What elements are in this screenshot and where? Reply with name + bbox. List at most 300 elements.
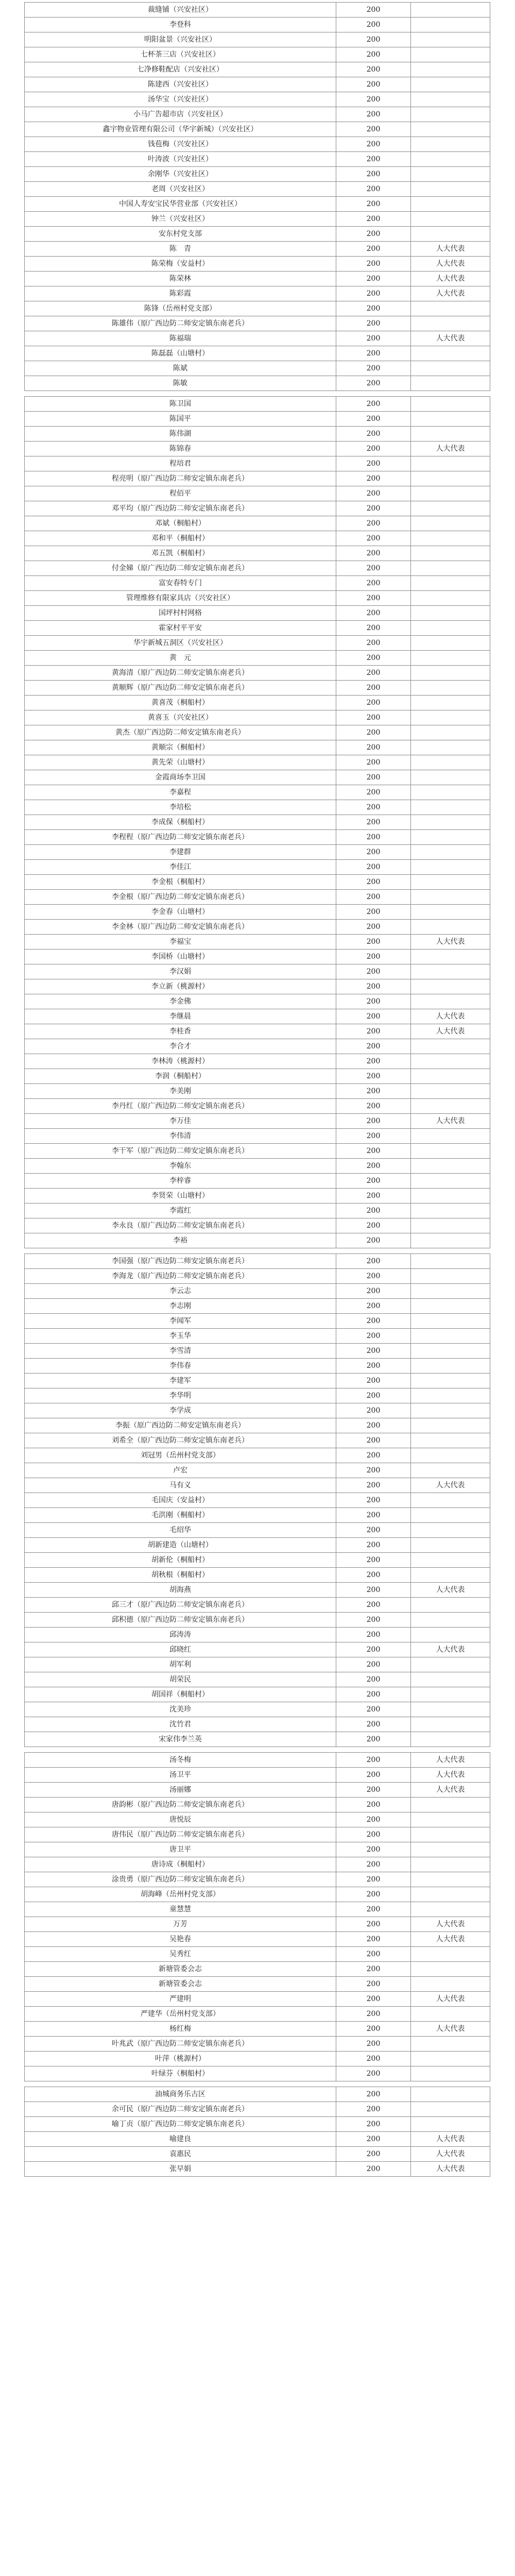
donor-name-cell: 鑫宇物业管理有限公司（华宇新城）（兴安社区） bbox=[25, 122, 336, 137]
amount-cell: 200 bbox=[336, 1054, 411, 1069]
note-cell bbox=[411, 725, 490, 740]
table-row bbox=[25, 1144, 490, 1159]
note-cell bbox=[411, 1189, 490, 1204]
note-cell bbox=[411, 1269, 490, 1284]
donor-name-cell: 陈敏 bbox=[25, 376, 336, 391]
donor-name-cell: 李裕 bbox=[25, 1233, 336, 1248]
amount-cell: 200 bbox=[336, 2052, 411, 2066]
note-cell bbox=[411, 1568, 490, 1583]
note-cell bbox=[411, 561, 490, 576]
donor-name-cell: 严建华（岳州村党支部） bbox=[25, 2007, 336, 2022]
table-row bbox=[25, 935, 490, 950]
amount-cell: 200 bbox=[336, 397, 411, 412]
table-row bbox=[25, 1827, 490, 1842]
note-cell: 人大代表 bbox=[411, 1917, 490, 1932]
donor-name-cell: 李桂香 bbox=[25, 1024, 336, 1039]
note-cell bbox=[411, 1344, 490, 1359]
donor-name-cell: 邓斌（桐船村） bbox=[25, 516, 336, 531]
table-row bbox=[25, 1463, 490, 1478]
amount-cell: 200 bbox=[336, 875, 411, 890]
note-cell: 人大代表 bbox=[411, 935, 490, 950]
note-cell bbox=[411, 770, 490, 785]
gap-cell bbox=[336, 391, 411, 397]
note-cell bbox=[411, 2087, 490, 2102]
amount-cell: 200 bbox=[336, 122, 411, 137]
note-cell bbox=[411, 122, 490, 137]
table-row bbox=[25, 546, 490, 561]
donor-name-cell: 黄 元 bbox=[25, 651, 336, 666]
amount-cell: 200 bbox=[336, 301, 411, 316]
amount-cell: 200 bbox=[336, 486, 411, 501]
donor-name-cell: 毛国庆（安益村） bbox=[25, 1493, 336, 1508]
note-cell bbox=[411, 1374, 490, 1388]
note-cell bbox=[411, 1947, 490, 1962]
amount-cell: 200 bbox=[336, 1433, 411, 1448]
table-row bbox=[25, 621, 490, 636]
amount-cell: 200 bbox=[336, 3, 411, 18]
table-row bbox=[25, 1842, 490, 1857]
donor-name-cell: 陈锦春 bbox=[25, 442, 336, 456]
amount-cell: 200 bbox=[336, 272, 411, 286]
table-row bbox=[25, 361, 490, 376]
donor-name-cell: 卢宏 bbox=[25, 1463, 336, 1478]
table-row bbox=[25, 1233, 490, 1248]
amount-cell: 200 bbox=[336, 1084, 411, 1099]
donor-name-cell: 陈国平 bbox=[25, 412, 336, 427]
table-row bbox=[25, 1947, 490, 1962]
donor-name-cell: 程佰平 bbox=[25, 486, 336, 501]
table-row bbox=[25, 62, 490, 77]
amount-cell: 200 bbox=[336, 905, 411, 920]
donor-name-cell: 胡国祥（桐船村） bbox=[25, 1687, 336, 1702]
note-cell bbox=[411, 152, 490, 167]
donor-name-cell: 李翰东 bbox=[25, 1159, 336, 1174]
table-row bbox=[25, 1084, 490, 1099]
donor-name-cell: 李国桥（山塘村） bbox=[25, 950, 336, 964]
table-row bbox=[25, 561, 490, 576]
donor-name-cell: 毛洪刚（桐船村） bbox=[25, 1508, 336, 1523]
note-cell bbox=[411, 212, 490, 227]
table-row bbox=[25, 770, 490, 785]
donor-name-cell: 李培松 bbox=[25, 800, 336, 815]
amount-cell: 200 bbox=[336, 1374, 411, 1388]
amount-cell: 200 bbox=[336, 755, 411, 770]
donor-name-cell: 七净修鞋配店（兴安社区） bbox=[25, 62, 336, 77]
table-row bbox=[25, 1174, 490, 1189]
donor-name-cell: 油城商务乐古区 bbox=[25, 2087, 336, 2102]
note-cell bbox=[411, 1902, 490, 1917]
table-row bbox=[25, 1798, 490, 1812]
donor-name-cell: 胡新伦（桐船村） bbox=[25, 1553, 336, 1568]
table-row bbox=[25, 755, 490, 770]
note-cell bbox=[411, 1812, 490, 1827]
donor-name-cell: 刘希全（原广西边防二师安定镇东南老兵） bbox=[25, 1433, 336, 1448]
note-cell bbox=[411, 1448, 490, 1463]
note-cell bbox=[411, 501, 490, 516]
note-cell bbox=[411, 92, 490, 107]
note-cell bbox=[411, 905, 490, 920]
note-cell bbox=[411, 1144, 490, 1159]
table-row bbox=[25, 696, 490, 710]
table-row bbox=[25, 1189, 490, 1204]
amount-cell: 200 bbox=[336, 1702, 411, 1717]
gap-cell bbox=[25, 1248, 336, 1254]
amount-cell: 200 bbox=[336, 2022, 411, 2037]
donor-name-cell: 叶萍（桃源村） bbox=[25, 2052, 336, 2066]
amount-cell: 200 bbox=[336, 561, 411, 576]
donor-name-cell: 杨红梅 bbox=[25, 2022, 336, 2037]
note-cell bbox=[411, 1299, 490, 1314]
amount-cell: 200 bbox=[336, 1299, 411, 1314]
amount-cell: 200 bbox=[336, 1359, 411, 1374]
note-cell bbox=[411, 456, 490, 471]
table-row bbox=[25, 1523, 490, 1538]
table-row bbox=[25, 1269, 490, 1284]
amount-cell: 200 bbox=[336, 257, 411, 272]
donor-name-cell: 李金佛 bbox=[25, 994, 336, 1009]
note-cell: 人大代表 bbox=[411, 2132, 490, 2147]
amount-cell: 200 bbox=[336, 950, 411, 964]
note-cell bbox=[411, 516, 490, 531]
donor-name-cell: 胡海峰（岳州村党支部） bbox=[25, 1887, 336, 1902]
donor-name-cell: 黄海清（原广西边防二师安定镇东南老兵） bbox=[25, 666, 336, 681]
donor-name-cell: 汤卫平 bbox=[25, 1768, 336, 1783]
note-cell bbox=[411, 1508, 490, 1523]
donor-name-cell: 叶兆武（原广西边防二师安定镇东南老兵） bbox=[25, 2037, 336, 2052]
donor-name-cell: 唐诗成（桐船村） bbox=[25, 1857, 336, 1872]
amount-cell: 200 bbox=[336, 920, 411, 935]
note-cell bbox=[411, 107, 490, 122]
note-cell bbox=[411, 137, 490, 152]
table-row bbox=[25, 2162, 490, 2177]
note-cell bbox=[411, 376, 490, 391]
note-cell bbox=[411, 361, 490, 376]
amount-cell: 200 bbox=[336, 979, 411, 994]
table-row bbox=[25, 2147, 490, 2162]
donor-name-cell: 李美刚 bbox=[25, 1084, 336, 1099]
table-row bbox=[25, 1568, 490, 1583]
gap-cell bbox=[25, 1747, 336, 1753]
amount-cell: 200 bbox=[336, 1009, 411, 1024]
amount-cell: 200 bbox=[336, 456, 411, 471]
table-row bbox=[25, 182, 490, 197]
note-cell: 人大代表 bbox=[411, 1478, 490, 1493]
table-row bbox=[25, 1857, 490, 1872]
table-gap bbox=[25, 2081, 490, 2087]
amount-cell: 200 bbox=[336, 286, 411, 301]
note-cell bbox=[411, 651, 490, 666]
amount-cell: 200 bbox=[336, 152, 411, 167]
donor-name-cell: 吴秀红 bbox=[25, 1947, 336, 1962]
note-cell: 人大代表 bbox=[411, 257, 490, 272]
donor-name-cell: 李金春（山塘村） bbox=[25, 905, 336, 920]
donor-name-cell: 胡海燕 bbox=[25, 1583, 336, 1598]
amount-cell: 200 bbox=[336, 1872, 411, 1887]
amount-cell: 200 bbox=[336, 725, 411, 740]
note-cell: 人大代表 bbox=[411, 1768, 490, 1783]
amount-cell: 200 bbox=[336, 1448, 411, 1463]
donor-name-cell: 唐伟民（原广西边防二师安定镇东南老兵） bbox=[25, 1827, 336, 1842]
amount-cell: 200 bbox=[336, 1344, 411, 1359]
note-cell bbox=[411, 1359, 490, 1374]
note-cell bbox=[411, 427, 490, 442]
note-cell bbox=[411, 1872, 490, 1887]
note-cell bbox=[411, 1218, 490, 1233]
donor-name-cell: 陈福瑞 bbox=[25, 331, 336, 346]
amount-cell: 200 bbox=[336, 2037, 411, 2052]
table-row bbox=[25, 1129, 490, 1144]
table-row bbox=[25, 725, 490, 740]
table-row bbox=[25, 2022, 490, 2037]
note-cell bbox=[411, 1628, 490, 1642]
amount-cell: 200 bbox=[336, 1628, 411, 1642]
note-cell bbox=[411, 920, 490, 935]
table-row bbox=[25, 1478, 490, 1493]
note-cell bbox=[411, 696, 490, 710]
donor-name-cell: 余可民（原广西边防二师安定镇东南老兵） bbox=[25, 2102, 336, 2117]
amount-cell: 200 bbox=[336, 361, 411, 376]
table-row bbox=[25, 47, 490, 62]
note-cell bbox=[411, 32, 490, 47]
amount-cell: 200 bbox=[336, 1598, 411, 1613]
note-cell bbox=[411, 1388, 490, 1403]
note-cell: 人大代表 bbox=[411, 1583, 490, 1598]
donor-name-cell: 中国人寿安宝民华营业部（兴安社区） bbox=[25, 197, 336, 212]
note-cell bbox=[411, 1842, 490, 1857]
table-row bbox=[25, 1962, 490, 1977]
amount-cell: 200 bbox=[336, 1254, 411, 1269]
table-row bbox=[25, 1448, 490, 1463]
donor-name-cell: 李华明 bbox=[25, 1388, 336, 1403]
note-cell bbox=[411, 1204, 490, 1218]
table-row bbox=[25, 1583, 490, 1598]
donor-name-cell: 陈磊磊（山塘村） bbox=[25, 346, 336, 361]
table-row bbox=[25, 1054, 490, 1069]
donor-name-cell: 汤丽娜 bbox=[25, 1783, 336, 1798]
donor-name-cell: 叶绿芬（桐船村） bbox=[25, 2066, 336, 2081]
gap-cell bbox=[336, 1248, 411, 1254]
donor-name-cell: 李海龙（原广西边防二师安定镇东南老兵） bbox=[25, 1269, 336, 1284]
amount-cell: 200 bbox=[336, 1902, 411, 1917]
donor-name-cell: 唐悦辰 bbox=[25, 1812, 336, 1827]
donor-name-cell: 新塘管委会志 bbox=[25, 1977, 336, 1992]
amount-cell: 200 bbox=[336, 1039, 411, 1054]
donor-name-cell: 钱苞梅（兴安社区） bbox=[25, 137, 336, 152]
donor-name-cell: 马有义 bbox=[25, 1478, 336, 1493]
table-row bbox=[25, 2087, 490, 2102]
donor-name-cell: 李万佳 bbox=[25, 1114, 336, 1129]
table-row bbox=[25, 286, 490, 301]
table-row bbox=[25, 964, 490, 979]
table-row bbox=[25, 1099, 490, 1114]
amount-cell: 200 bbox=[336, 1783, 411, 1798]
note-cell bbox=[411, 576, 490, 591]
note-cell bbox=[411, 1717, 490, 1732]
table-row bbox=[25, 1887, 490, 1902]
table-row bbox=[25, 950, 490, 964]
donor-name-cell: 李丹红（原广西边防二师安定镇东南老兵） bbox=[25, 1099, 336, 1114]
table-row bbox=[25, 875, 490, 890]
table-row bbox=[25, 122, 490, 137]
note-cell bbox=[411, 1284, 490, 1299]
donor-name-cell: 邱三才（原广西边防二师安定镇东南老兵） bbox=[25, 1598, 336, 1613]
table-row bbox=[25, 107, 490, 122]
table-row bbox=[25, 1917, 490, 1932]
amount-cell: 200 bbox=[336, 2147, 411, 2162]
table-row bbox=[25, 1299, 490, 1314]
note-cell bbox=[411, 666, 490, 681]
note-cell bbox=[411, 740, 490, 755]
donor-name-cell: 李金根（原广西边防二师安定镇东南老兵） bbox=[25, 890, 336, 905]
table-row bbox=[25, 1717, 490, 1732]
donor-name-cell: 喻建良 bbox=[25, 2132, 336, 2147]
note-cell bbox=[411, 471, 490, 486]
note-cell bbox=[411, 1129, 490, 1144]
table-row bbox=[25, 1977, 490, 1992]
table-row bbox=[25, 740, 490, 755]
amount-cell: 200 bbox=[336, 212, 411, 227]
donor-name-cell: 国坪村村网格 bbox=[25, 606, 336, 621]
donor-name-cell: 唐卫平 bbox=[25, 1842, 336, 1857]
table-row bbox=[25, 18, 490, 32]
donor-name-cell: 黄杰（原广西边防二师安定镇东南老兵） bbox=[25, 725, 336, 740]
note-cell bbox=[411, 18, 490, 32]
table-row bbox=[25, 316, 490, 331]
table-gap bbox=[25, 1248, 490, 1254]
donor-name-cell: 金霞商场李卫国 bbox=[25, 770, 336, 785]
gap-cell bbox=[336, 2081, 411, 2087]
note-cell bbox=[411, 1159, 490, 1174]
table-row bbox=[25, 1902, 490, 1917]
table-row bbox=[25, 1254, 490, 1269]
note-cell: 人大代表 bbox=[411, 1024, 490, 1039]
amount-cell: 200 bbox=[336, 770, 411, 785]
amount-cell: 200 bbox=[336, 1478, 411, 1493]
donor-name-cell: 李建军 bbox=[25, 1374, 336, 1388]
note-cell bbox=[411, 531, 490, 546]
amount-cell: 200 bbox=[336, 606, 411, 621]
table-row bbox=[25, 1344, 490, 1359]
table-row bbox=[25, 1418, 490, 1433]
amount-cell: 200 bbox=[336, 830, 411, 845]
note-cell bbox=[411, 1523, 490, 1538]
amount-cell: 200 bbox=[336, 651, 411, 666]
donor-name-cell: 七杯茶三店（兴安社区） bbox=[25, 47, 336, 62]
note-cell bbox=[411, 1798, 490, 1812]
amount-cell: 200 bbox=[336, 1992, 411, 2007]
table-row bbox=[25, 1538, 490, 1553]
note-cell bbox=[411, 1233, 490, 1248]
donor-name-cell: 万芳 bbox=[25, 1917, 336, 1932]
donor-name-cell: 邱涛涛 bbox=[25, 1628, 336, 1642]
amount-cell: 200 bbox=[336, 1768, 411, 1783]
table-row bbox=[25, 1009, 490, 1024]
gap-cell bbox=[411, 1747, 490, 1753]
table-row bbox=[25, 3, 490, 18]
donor-name-cell: 李云志 bbox=[25, 1284, 336, 1299]
note-cell: 人大代表 bbox=[411, 2162, 490, 2177]
amount-cell: 200 bbox=[336, 2162, 411, 2177]
donor-table bbox=[24, 2, 490, 2177]
donor-name-cell: 李雪清 bbox=[25, 1344, 336, 1359]
table-row bbox=[25, 531, 490, 546]
note-cell bbox=[411, 994, 490, 1009]
amount-cell: 200 bbox=[336, 1798, 411, 1812]
note-cell bbox=[411, 621, 490, 636]
amount-cell: 200 bbox=[336, 531, 411, 546]
amount-cell: 200 bbox=[336, 331, 411, 346]
amount-cell: 200 bbox=[336, 890, 411, 905]
donor-name-cell: 喻丁贞（原广西边防二师安定镇东南老兵） bbox=[25, 2117, 336, 2132]
table-row bbox=[25, 890, 490, 905]
note-cell bbox=[411, 1039, 490, 1054]
donor-name-cell: 新塘管委会志 bbox=[25, 1962, 336, 1977]
amount-cell: 200 bbox=[336, 427, 411, 442]
amount-cell: 200 bbox=[336, 1099, 411, 1114]
amount-cell: 200 bbox=[336, 1687, 411, 1702]
note-cell bbox=[411, 785, 490, 800]
donor-name-cell: 李润（桐船村） bbox=[25, 1069, 336, 1084]
amount-cell: 200 bbox=[336, 1159, 411, 1174]
table-row bbox=[25, 1218, 490, 1233]
amount-cell: 200 bbox=[336, 1932, 411, 1947]
donor-name-cell: 李登科 bbox=[25, 18, 336, 32]
gap-cell bbox=[25, 391, 336, 397]
note-cell bbox=[411, 1463, 490, 1478]
amount-cell: 200 bbox=[336, 376, 411, 391]
note-cell bbox=[411, 1962, 490, 1977]
table-row bbox=[25, 576, 490, 591]
amount-cell: 200 bbox=[336, 1024, 411, 1039]
table-row bbox=[25, 1284, 490, 1299]
note-cell bbox=[411, 636, 490, 651]
amount-cell: 200 bbox=[336, 1463, 411, 1478]
note-cell bbox=[411, 681, 490, 696]
note-cell bbox=[411, 182, 490, 197]
amount-cell: 200 bbox=[336, 1418, 411, 1433]
table-row bbox=[25, 1992, 490, 2007]
table-row bbox=[25, 346, 490, 361]
amount-cell: 200 bbox=[336, 710, 411, 725]
amount-cell: 200 bbox=[336, 576, 411, 591]
amount-cell: 200 bbox=[336, 501, 411, 516]
note-cell bbox=[411, 1254, 490, 1269]
table-row bbox=[25, 167, 490, 182]
amount-cell: 200 bbox=[336, 1812, 411, 1827]
donor-name-cell: 陈斌 bbox=[25, 361, 336, 376]
donor-name-cell: 李闻军 bbox=[25, 1314, 336, 1329]
donor-name-cell: 叶涛波（兴安社区） bbox=[25, 152, 336, 167]
amount-cell: 200 bbox=[336, 77, 411, 92]
donor-name-cell: 富安春特专门 bbox=[25, 576, 336, 591]
donor-name-cell: 程亮明（原广西边防二师安定镇东南老兵） bbox=[25, 471, 336, 486]
gap-cell bbox=[411, 2081, 490, 2087]
table-row bbox=[25, 905, 490, 920]
table-row bbox=[25, 1329, 490, 1344]
amount-cell: 200 bbox=[336, 785, 411, 800]
donor-name-cell: 裁缝铺（兴安社区） bbox=[25, 3, 336, 18]
donor-name-cell: 陈荣梅（安益村） bbox=[25, 257, 336, 272]
table-row bbox=[25, 152, 490, 167]
table-row bbox=[25, 1932, 490, 1947]
table-row bbox=[25, 800, 490, 815]
donor-name-cell: 李永良（原广西边防二师安定镇东南老兵） bbox=[25, 1218, 336, 1233]
amount-cell: 200 bbox=[336, 1613, 411, 1628]
donor-name-cell: 余刚华（兴安社区） bbox=[25, 167, 336, 182]
table-row bbox=[25, 501, 490, 516]
donor-name-cell: 黄顺宗（桐船村） bbox=[25, 740, 336, 755]
note-cell bbox=[411, 2102, 490, 2117]
